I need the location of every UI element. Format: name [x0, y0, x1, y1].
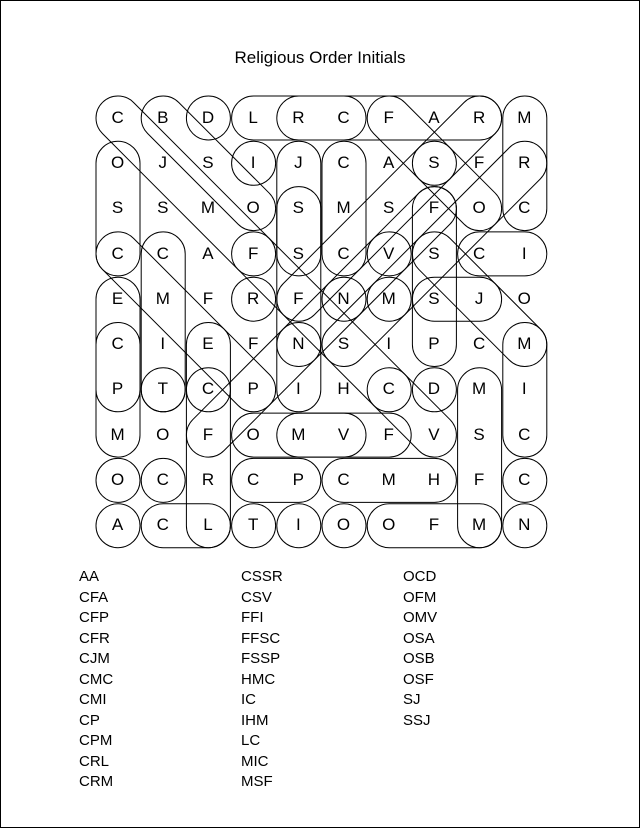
grid-cell[interactable]: M	[472, 379, 487, 399]
grid-cell[interactable]: F	[202, 288, 214, 308]
grid-cell[interactable]: A	[383, 152, 395, 172]
grid-cell[interactable]: V	[383, 243, 395, 263]
puzzle-title: Religious Order Initials	[234, 48, 406, 67]
grid-cell[interactable]: C	[111, 334, 124, 354]
grid-cell[interactable]: C	[518, 470, 531, 490]
word-list-item: FFI	[241, 609, 264, 626]
word-list-item: MIC	[241, 752, 269, 770]
grid-cell[interactable]: H	[427, 470, 441, 490]
grid-cell[interactable]: S	[202, 152, 214, 172]
grid-cell[interactable]: C	[337, 107, 350, 127]
grid-cell[interactable]: N	[337, 288, 350, 308]
grid-cell[interactable]: S	[157, 198, 169, 218]
grid-cell[interactable]: O	[382, 515, 396, 535]
word-list-item: IHM	[241, 711, 269, 729]
grid-cell[interactable]: D	[427, 379, 441, 399]
word-list-item: AA	[79, 568, 100, 585]
word-list-item: CMI	[79, 691, 107, 708]
word-list-item: FFSC	[241, 629, 281, 647]
word-list-item: IC	[241, 691, 256, 708]
grid-cell[interactable]: L	[203, 515, 213, 535]
grid-cell[interactable]: H	[337, 379, 350, 399]
word-list-item: CJM	[79, 650, 110, 667]
grid-cell[interactable]: D	[201, 107, 215, 127]
grid-cell[interactable]: M	[381, 470, 396, 490]
grid-cell[interactable]: C	[111, 107, 124, 127]
grid-cell[interactable]: M	[381, 288, 396, 308]
grid-cell[interactable]: C	[472, 243, 486, 263]
grid-cell[interactable]: R	[518, 152, 531, 172]
grid-cell[interactable]: B	[157, 107, 169, 127]
grid-cell[interactable]: I	[521, 379, 527, 399]
word-list-item: CSV	[241, 588, 272, 606]
grid-cell[interactable]: F	[202, 424, 214, 444]
grid-cell[interactable]: C	[156, 515, 169, 535]
grid-cell[interactable]: M	[291, 424, 306, 444]
word-list-item: CFP	[79, 609, 109, 626]
grid-cell[interactable]: S	[428, 243, 440, 263]
grid-cell[interactable]: C	[472, 334, 486, 354]
word-list-item: CRL	[79, 752, 110, 770]
letter-grid	[95, 95, 547, 548]
grid-cell[interactable]: I	[295, 515, 301, 535]
grid-cell[interactable]: O	[156, 424, 170, 444]
grid-cell[interactable]: M	[155, 288, 170, 308]
grid-cell[interactable]: O	[517, 288, 531, 308]
word-list-item: OFM	[403, 588, 437, 606]
grid-cell[interactable]: S	[473, 424, 485, 444]
grid-cell[interactable]: C	[518, 424, 531, 444]
word-list-item: HMC	[241, 670, 276, 688]
grid-cell[interactable]: F	[428, 198, 440, 218]
word-list-item: LC	[241, 732, 261, 749]
grid-cell[interactable]: F	[383, 107, 394, 127]
word-list-item: CRM	[79, 773, 114, 790]
grid-cell[interactable]: V	[428, 424, 440, 444]
grid-cell[interactable]: V	[337, 424, 350, 444]
grid-cell[interactable]: O	[246, 198, 260, 218]
word-list-item: FSSP	[241, 650, 281, 667]
grid-cell[interactable]: N	[518, 515, 531, 535]
grid-cell[interactable]: C	[111, 243, 124, 263]
grid-cell[interactable]: P	[247, 379, 259, 399]
grid-cell[interactable]: S	[383, 198, 395, 218]
grid-cell[interactable]: C	[337, 243, 350, 263]
grid-cell[interactable]: M	[517, 334, 532, 354]
word-list-item: OMV	[403, 609, 438, 626]
grid-cell[interactable]: J	[474, 288, 484, 308]
grid-cell[interactable]: J	[158, 152, 168, 172]
grid-cell[interactable]: L	[248, 107, 258, 127]
grid-cell[interactable]: P	[111, 379, 124, 399]
grid-cell[interactable]: I	[521, 243, 527, 263]
grid-cell[interactable]: R	[247, 288, 260, 308]
word-list-item: CFA	[79, 588, 109, 606]
grid-cell[interactable]: R	[201, 470, 215, 490]
grid-cell[interactable]: F	[247, 243, 259, 263]
grid-cell[interactable]: P	[428, 334, 440, 354]
grid-cell[interactable]: R	[472, 107, 486, 127]
grid-cell[interactable]: A	[428, 107, 440, 127]
grid-cell[interactable]: M	[336, 198, 351, 218]
word-list-item: SJ	[403, 691, 421, 708]
word-list-item: MSF	[241, 773, 273, 790]
grid-cell[interactable]: O	[246, 424, 260, 444]
word-list-item: CSSR	[241, 568, 283, 585]
grid-cell[interactable]: C	[337, 470, 350, 490]
grid-cell[interactable]: C	[156, 470, 169, 490]
grid-cell[interactable]: S	[111, 198, 124, 218]
grid-cell[interactable]: E	[202, 334, 214, 354]
grid-cell[interactable]: F	[383, 424, 394, 444]
grid-cell[interactable]: P	[292, 470, 305, 490]
grid-cell[interactable]: T	[157, 379, 168, 399]
grid-cell[interactable]: I	[160, 334, 166, 354]
word-list-item: OSB	[403, 650, 435, 667]
word-list-item: OSF	[403, 670, 434, 688]
grid-cell[interactable]: J	[294, 152, 303, 172]
grid-cell[interactable]: O	[336, 515, 351, 535]
grid-cell[interactable]: O	[110, 152, 125, 172]
grid-cell[interactable]: I	[386, 334, 392, 354]
word-list-item: CP	[79, 711, 100, 729]
grid-cell[interactable]: C	[247, 470, 260, 490]
word-list-item: CPM	[79, 732, 113, 749]
word-list-item: CFR	[79, 629, 110, 647]
grid-cell[interactable]: F	[293, 288, 304, 308]
grid-cell[interactable]: O	[110, 470, 125, 490]
grid-cell[interactable]: A	[111, 515, 124, 535]
grid-cell[interactable]: R	[292, 107, 305, 127]
word-list-item: OSA	[403, 629, 435, 647]
grid-cell[interactable]: M	[200, 198, 216, 218]
grid-cell[interactable]: C	[518, 198, 531, 218]
grid-cell[interactable]: I	[295, 379, 301, 399]
grid-cell[interactable]: F	[428, 515, 440, 535]
grid-cell[interactable]: F	[247, 334, 259, 354]
grid-cell[interactable]: S	[428, 152, 440, 172]
grid-cell[interactable]: S	[292, 243, 305, 263]
grid-cell[interactable]: C	[201, 379, 215, 399]
grid-cell[interactable]: F	[473, 152, 485, 172]
word-list-item: SSJ	[403, 711, 431, 729]
grid-cell[interactable]: S	[292, 198, 305, 218]
grid-cell[interactable]: M	[472, 515, 487, 535]
grid-cell[interactable]: M	[110, 424, 125, 444]
grid-cell[interactable]: M	[517, 107, 532, 127]
grid-cell[interactable]: N	[292, 334, 305, 354]
grid-cell[interactable]: C	[156, 243, 169, 263]
grid-cell[interactable]: C	[337, 152, 350, 172]
grid-cell[interactable]: S	[428, 288, 440, 308]
word-list	[79, 567, 565, 793]
word-list-item: CMC	[79, 670, 114, 688]
grid-cell[interactable]: F	[473, 470, 485, 490]
grid-cell[interactable]: A	[202, 243, 214, 263]
word-list-item: OCD	[403, 568, 437, 585]
grid-cell[interactable]: E	[111, 288, 124, 308]
grid-cell[interactable]: S	[337, 334, 350, 354]
grid-cell[interactable]: I	[250, 152, 256, 172]
grid-cell[interactable]: C	[382, 379, 395, 399]
grid-cell[interactable]: O	[472, 198, 486, 218]
grid-cell[interactable]: T	[247, 515, 259, 535]
